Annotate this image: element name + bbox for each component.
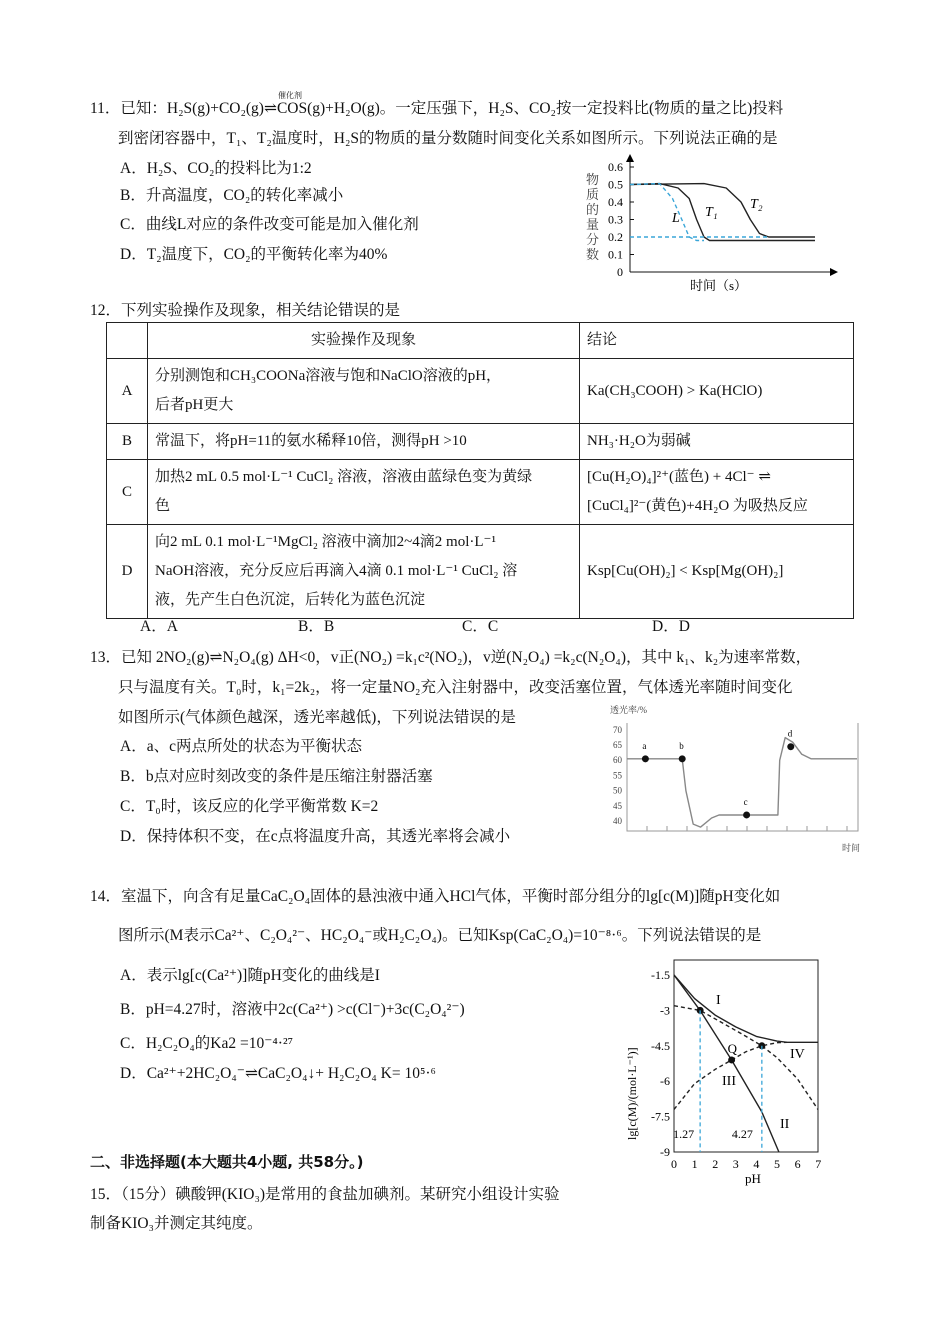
header-blank	[107, 323, 148, 359]
x-axis-arrow	[830, 268, 838, 276]
data-point	[787, 743, 794, 750]
y-axis-label-char: 的	[586, 202, 600, 217]
guide-label: 4.27	[731, 1127, 753, 1141]
q14-option-b: B．pH=4.27时，溶液中2c(Ca²⁺) >c(Cl⁻)+3c(C₂O₄²⁻)	[120, 1001, 465, 1018]
operation-line: 常温下，将pH=11的氨水稀释10倍，测得pH >10	[155, 433, 467, 449]
q12-table	[106, 322, 854, 619]
conclusion-line: Ksp[Cu(OH)₂] < Ksp[Mg(OH)₂]	[587, 563, 784, 579]
x-tick-label: 7	[815, 1157, 822, 1171]
q14-stem-line2: 图所示(M表示Ca²⁺、C₂O₄²⁻、HC₂O₄⁻或H₂C₂O₄)。已知Ksp(CaC₂O₄)=10⁻⁸·⁶。下列说法错误的是	[118, 927, 762, 944]
operation-line: 向2 mL 0.1 mol·L⁻¹MgCl₂ 溶液中滴加2~4滴2 mol·L⁻¹	[155, 534, 496, 550]
y-tick-label: -4.5	[651, 1038, 670, 1053]
y-tick-label: 65	[613, 740, 622, 750]
row-key: A	[107, 359, 148, 424]
point-label: Q	[727, 1040, 737, 1056]
y-tick-label: 0	[617, 265, 623, 279]
data-point	[728, 1056, 735, 1063]
q12-choice-d: D．D	[652, 618, 690, 635]
y-tick-label: 55	[613, 770, 622, 781]
x-axis-label: 时间	[842, 843, 861, 853]
conclusion-line: [CuCl₄]²⁻(黄色)+4H₂O 为吸热反应	[587, 498, 808, 514]
q13-option-a: A．a、c两点所处的状态为平衡状态	[120, 738, 362, 755]
row-conclusion	[580, 424, 854, 460]
data-point	[642, 755, 649, 762]
series-line-透光率	[627, 738, 857, 828]
operation-line: 色	[155, 498, 171, 514]
row-key: C	[107, 460, 148, 525]
q13-stem-line1: 13．已知 2NO₂(g)⇌N₂O₄(g) ΔH<0，v正(NO₂) =k₁c²(NO₂)，v逆(N₂O₄) =k₂c(N₂O₄)，其中 k₁、k₂为速率常数，	[90, 649, 812, 666]
data-point	[743, 811, 750, 818]
q12-choice-c: C．C	[462, 618, 499, 635]
q11-stem-line2: 到密闭容器中，T₁、T₂温度时，H₂S的物质的量分数随时间变化关系如图所示。下列说法正确的是	[118, 130, 778, 147]
section-2-title: 二、非选择题(本大题共4小题, 共58分。)	[90, 1153, 364, 1171]
series-line-I	[674, 975, 818, 1042]
row-conclusion	[580, 525, 854, 619]
q11-option-b: B．升高温度，CO₂的转化率减小	[120, 187, 344, 204]
row-operation	[148, 359, 580, 424]
x-tick-label: 3	[732, 1157, 739, 1171]
q11-option-a: A．H₂S、CO₂的投料比为1:2	[120, 160, 312, 177]
y-tick-label: 0.5	[608, 177, 623, 192]
series-label: IV	[790, 1047, 805, 1062]
q11-option-c: C．曲线L对应的条件改变可能是加入催化剂	[120, 216, 419, 233]
series-label: T₂	[750, 197, 763, 212]
row-key: B	[107, 424, 148, 460]
q13-stem-line2: 只与温度有关。T₀时，k₁=2k₂，将一定量NO₂充入注射器中，改变活塞位置，气体透光率随时间变化	[118, 679, 793, 696]
y-tick-label: -1.5	[651, 968, 670, 982]
table-header	[107, 323, 854, 359]
table-row	[107, 424, 854, 460]
data-point	[679, 755, 686, 762]
point-label: d	[787, 728, 793, 739]
q13-option-d: D．保持体积不变，在c点将温度升高，其透光率将会减小	[120, 828, 511, 845]
table-row	[107, 460, 854, 525]
y-axis-label-char: 质	[586, 187, 600, 202]
operation-line: 液，先产生白色沉淀，后转化为蓝色沉淀	[155, 592, 426, 608]
point-label: b	[679, 740, 684, 751]
table-row	[107, 525, 854, 619]
row-conclusion	[580, 460, 854, 525]
y-axis-arrow	[626, 154, 634, 162]
operation-line: 分别测饱和CH₃COONa溶液与饱和NaClO溶液的pH，	[155, 368, 502, 384]
q13-stem-line3: 如图所示(气体颜色越深，透光率越低)，下列说法错误的是	[118, 709, 516, 726]
row-key: D	[107, 525, 148, 619]
x-axis-label: 时间（s）	[690, 278, 748, 293]
q15-line2: 制备KIO₃并测定其纯度。	[90, 1215, 263, 1232]
q14-option-c: C．H₂C₂O₄的Ka2 =10⁻⁴·²⁷	[120, 1035, 294, 1052]
q14-option-a: A．表示lg[c(Ca²⁺)]随pH变化的曲线是I	[120, 967, 380, 984]
x-tick-label: 4	[753, 1157, 760, 1171]
header-conclusion: 结论	[580, 323, 854, 359]
y-tick-label: 0.3	[608, 212, 623, 227]
series-line-T₂	[630, 184, 815, 237]
y-tick-label: 70	[613, 724, 622, 735]
q13-option-c: C．T₀时，该反应的化学平衡常数 K=2	[120, 798, 379, 815]
conclusion-line: Ka(CH₃COOH) > Ka(HClO)	[587, 382, 763, 399]
q12-choice-b: B．B	[298, 618, 335, 635]
y-tick-label: -7.5	[651, 1109, 670, 1124]
y-tick-label: 40	[613, 816, 622, 826]
series-label: I	[716, 993, 721, 1008]
guide-label: 1.27	[673, 1127, 695, 1141]
y-tick-label: 0.1	[608, 247, 623, 262]
operation-line: NaOH溶液，充分反应后再滴入4滴 0.1 mol·L⁻¹ CuCl₂ 溶	[155, 563, 518, 579]
y-axis-label-char: 物	[586, 172, 600, 187]
catalyst-label: 催化剂	[278, 91, 302, 100]
q15-line1: 15．（15分）碘酸钾(KIO₃)是常用的食盐加碘剂。某研究小组设计实验	[90, 1186, 560, 1203]
series-label: T₁	[705, 205, 718, 220]
y-tick-label: 50	[613, 785, 622, 796]
y-axis-label: lg[c(M)/(mol·L⁻¹)]	[625, 1047, 639, 1140]
y-tick-label: 45	[613, 800, 622, 811]
point-label: a	[642, 740, 647, 751]
conclusion-line: NH₃·H₂O为弱碱	[587, 433, 691, 449]
x-tick-label: 1	[691, 1157, 698, 1171]
point-label: c	[743, 796, 748, 807]
series-line-T₁	[630, 184, 815, 241]
header-operation: 实验操作及现象	[148, 323, 580, 359]
y-axis-label-char: 量	[586, 217, 600, 232]
series-label: III	[722, 1074, 736, 1089]
series-label: L	[672, 211, 680, 226]
q13-option-b: B．b点对应时刻改变的条件是压缩注射器活塞	[120, 768, 433, 785]
row-operation	[148, 424, 580, 460]
y-axis-label-char: 分	[586, 232, 600, 247]
row-operation	[148, 525, 580, 619]
x-tick-label: 5	[774, 1157, 780, 1171]
q14-stem-line1: 14．室温下，向含有足量CaC₂O₄固体的悬浊液中通入HCl气体，平衡时部分组分的lg[c(M)]随pH变化如	[90, 888, 781, 905]
y-tick-label: 60	[613, 755, 622, 766]
y-tick-label: -3	[660, 1003, 670, 1018]
row-operation	[148, 460, 580, 525]
q11-stem-line1: 11．已知：H₂S(g)+CO₂(g)⇌COS(g)+H₂O(g)。一定压强下，H₂S、CO₂按一定投料比(物质的量之比)投料	[90, 100, 784, 117]
conclusion-line: [Cu(H₂O)₄]²⁺(蓝色) + 4Cl⁻ ⇌	[587, 469, 771, 485]
y-axis-label: 透光率/%	[610, 705, 647, 715]
y-axis-label-char: 数	[586, 247, 600, 262]
y-tick-label: -9	[660, 1145, 670, 1159]
x-axis-label: pH	[745, 1171, 761, 1186]
y-tick-label: -6	[660, 1074, 670, 1089]
x-tick-label: 6	[794, 1157, 801, 1171]
x-tick-label: 2	[712, 1157, 719, 1171]
q11-option-d: D．T₂温度下，CO₂的平衡转化率为40%	[120, 246, 388, 263]
y-tick-label: 0.6	[608, 160, 623, 174]
row-conclusion	[580, 359, 854, 424]
q12-stem: 12．下列实验操作及现象，相关结论错误的是	[90, 302, 401, 319]
x-tick-label: 0	[671, 1157, 677, 1171]
y-tick-label: 0.2	[608, 230, 623, 244]
operation-line: 加热2 mL 0.5 mol·L⁻¹ CuCl₂ 溶液，溶液由蓝绿色变为黄绿	[155, 469, 533, 485]
series-label: II	[780, 1117, 790, 1132]
q12-choice-a: A．A	[140, 618, 178, 635]
y-tick-label: 0.4	[608, 195, 623, 209]
q14-option-d: D．Ca²⁺+2HC₂O₄⁻⇌CaC₂O₄↓+ H₂C₂O₄ K= 10⁵·⁶	[120, 1065, 436, 1082]
operation-line: 后者pH更大	[155, 397, 234, 413]
series-line-L	[630, 184, 704, 241]
table-row	[107, 359, 854, 424]
